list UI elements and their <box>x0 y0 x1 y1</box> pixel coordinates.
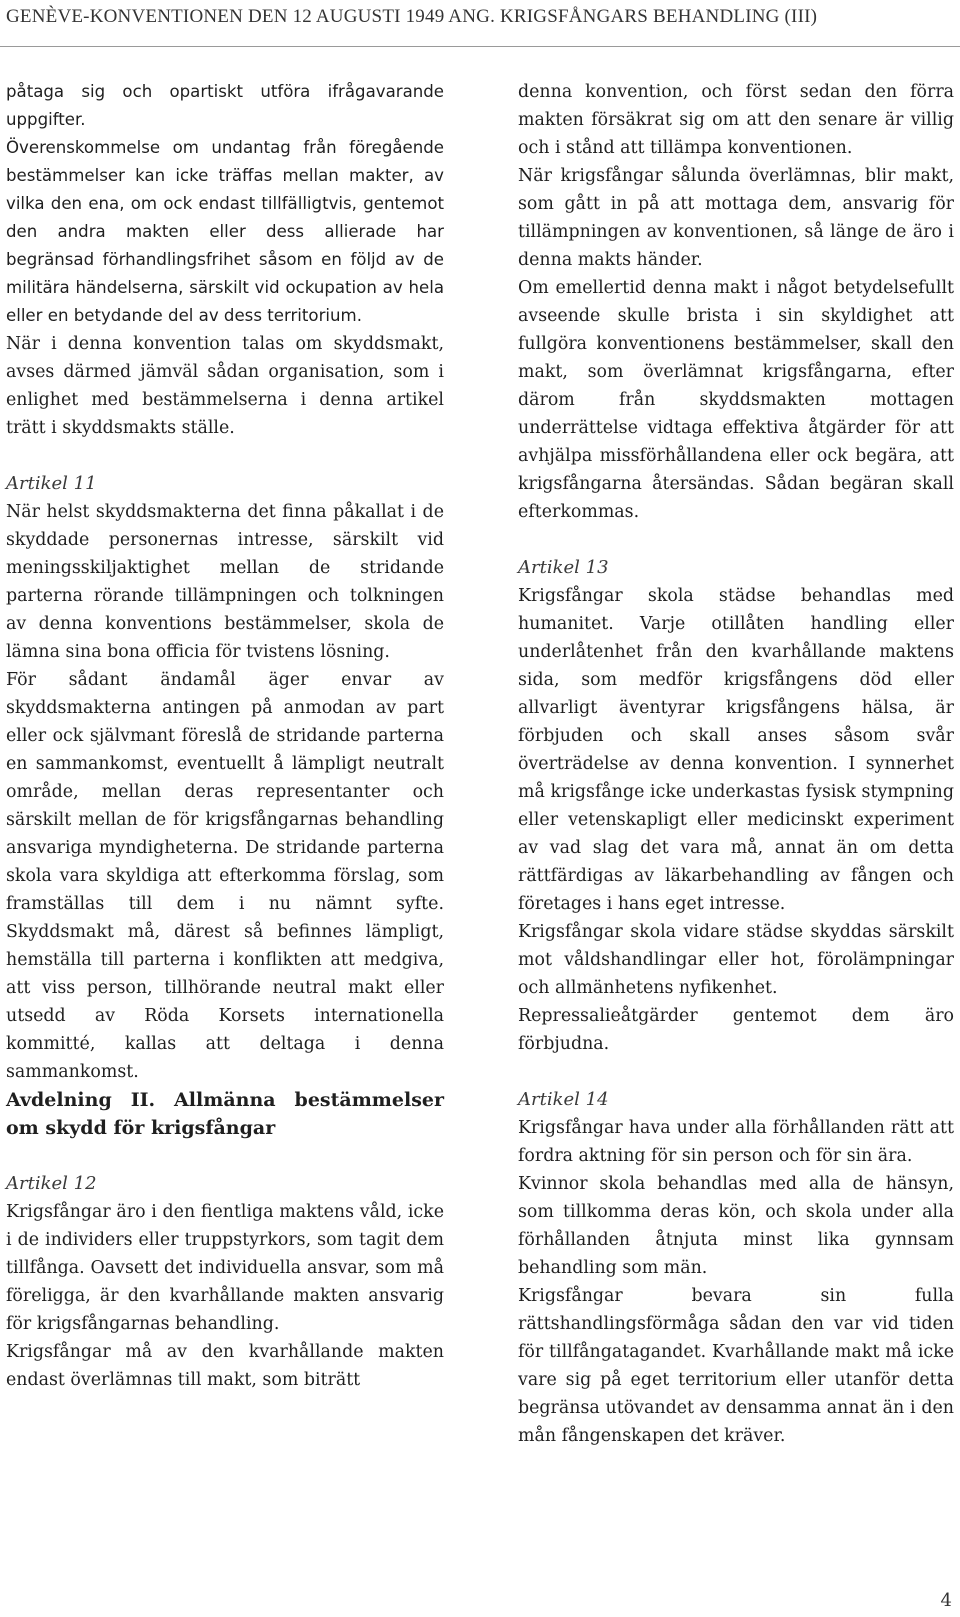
article-11-paragraph-1: När helst skyddsmakterna det finna påkallat i de skyddade personernas intresse, särskilt vid meningsskiljaktighet mellan de stridande parterna rörande tillämpningen och tolkningen av denna konventions bestämmelser, skola de lämna sina bona officia för tvistens lösning. <box>6 502 444 662</box>
article-14-paragraph-3: Krigsfångar bevara sin fulla rättshandlingsförmåga sådan den var vid tiden för tillfångatagandet. Kvarhållande makt må icke vare sig på eget territorium eller utanför detta begränsa utövandet av densamma annat än i den mån fångenskapen det kräver. <box>518 1286 954 1446</box>
article-13-paragraph-1: Krigsfångar skola städse behandlas med humanitet. Varje otillåten handling eller underlåtenhet från den kvarhållande maktens sida, som medför krigsfångens död eller allvarligt äventyrar krigsfångens hälsa, är förbjuden och skall anses såsom svår överträdelse av denna konvention. I synnerhet må krigsfånge icke underkastas fysisk stympning eller vetenskapligt eller medicinskt experiment av vad slag det vara må, annat än om detta rättfärdigas av läkarbehandling av fången och företages i hans eget intresse. <box>518 586 954 914</box>
article-12-paragraph-4: Om emellertid denna makt i något betydelsefullt avseende skulle brista i sin skyldighet att fullgöra konventionens bestämmelser, skall den makt, som överlämnat krigsfångarna, efter därom från skyddsmakten mottagen underrättelse vidtaga effektiva åtgärder för att avhjälpa missförhållandena eller ock begära, att krigsfångarna återsändas. Sådan begäran skall efterkommas. <box>518 278 954 522</box>
running-header: GENÈVE-KONVENTIONEN DEN 12 AUGUSTI 1949 ANG. KRIGSFÅNGARS BEHANDLING (III) <box>6 6 818 27</box>
article-12-paragraph-1: Krigsfångar äro i den fientliga maktens våld, icke i de individers eller truppstyrkors, som tagit dem tillfånga. Oavsett det individuella ansvar, som må föreligga, är den kvarhållande makten ansvarig för krigsfångarnas behandling. <box>6 1202 444 1334</box>
left-column <box>6 78 444 1394</box>
page-number: 4 <box>940 1590 952 1611</box>
paragraph-exception-agreement: Överenskommelse om undantag från föregående bestämmelser kan icke träffas mellan makter, av vilka den ena, om ock endast tillfälligtvis, gentemot den andra makten eller dess allierade har begränsad förhandlingsfrihet såsom en följd av de militära händelserna, särskilt vid ockupation av hela eller en betydande del av dess territorium. <box>6 138 444 325</box>
article-13-paragraph-3: Repressalieåtgärder gentemot dem äro förbjudna. <box>518 1006 954 1054</box>
paragraph-continuation: påtaga sig och opartiskt utföra ifrågavarande uppgifter. <box>6 82 444 129</box>
right-column <box>518 78 954 1450</box>
article-11-heading: Artikel 11 <box>6 473 97 494</box>
article-14-paragraph-2: Kvinnor skola behandlas med alla de hänsyn, som tillkomma deras kön, och skola under alla förhållanden åtnjuta minst lika gynnsam behandling som män. <box>518 1174 954 1278</box>
article-14-heading: Artikel 14 <box>518 1089 609 1110</box>
article-14-paragraph-1: Krigsfångar hava under alla förhållanden rätt att fordra aktning för sin person och för sin ära. <box>518 1118 954 1166</box>
article-13-heading: Artikel 13 <box>518 557 609 578</box>
paragraph-protecting-power-definition: När i denna konvention talas om skyddsmakt, avses därmed jämväl sådan organisation, som i enlighet med bestämmelserna i denna artikel trätt i skyddsmakts ställe. <box>6 334 444 438</box>
section-heading: Avdelning II. Allmänna bestämmelser om skydd för krigsfångar <box>6 1089 444 1139</box>
article-11-paragraph-2: För sådant ändamål äger envar av skyddsmakterna antingen på anmodan av part eller ock självmant föreslå de stridande parterna en sammankomst, eventuellt å lämpligt neutralt område, mellan deras representanter och särskilt mellan de för krigsfångarnas behandling ansvariga myndigheterna. De stridande parterna skola vara skyldiga att efterkomma förslag, som framställas till dem i nu nämnt syfte. Skyddsmakt må, därest så befinnes lämpligt, hemställa till parterna i konflikten att medgiva, att viss person, tillhörande neutral makt eller utsedd av Röda Korsets internationella kommitté, kallas att deltaga i denna sammankomst. <box>6 670 444 1082</box>
article-12-paragraph-2: Krigsfångar må av den kvarhållande makten endast överlämnas till makt, som biträtt <box>6 1342 444 1390</box>
header-divider <box>0 46 960 47</box>
article-12-heading: Artikel 12 <box>6 1173 97 1194</box>
article-12-paragraph-3: När krigsfångar sålunda överlämnas, blir makt, som gått in på att mottaga dem, ansvarig för tillämpningen av konventionen, så länge de äro i denna makts händer. <box>518 166 954 270</box>
article-12-paragraph-2-continued: denna konvention, och först sedan den förra makten försäkrat sig om att den senare är villig och i stånd att tillämpa konventionen. <box>518 82 954 158</box>
article-13-paragraph-2: Krigsfångar skola vidare städse skyddas särskilt mot våldshandlingar eller hot, förolämpningar och allmänhetens nyfikenhet. <box>518 922 954 998</box>
